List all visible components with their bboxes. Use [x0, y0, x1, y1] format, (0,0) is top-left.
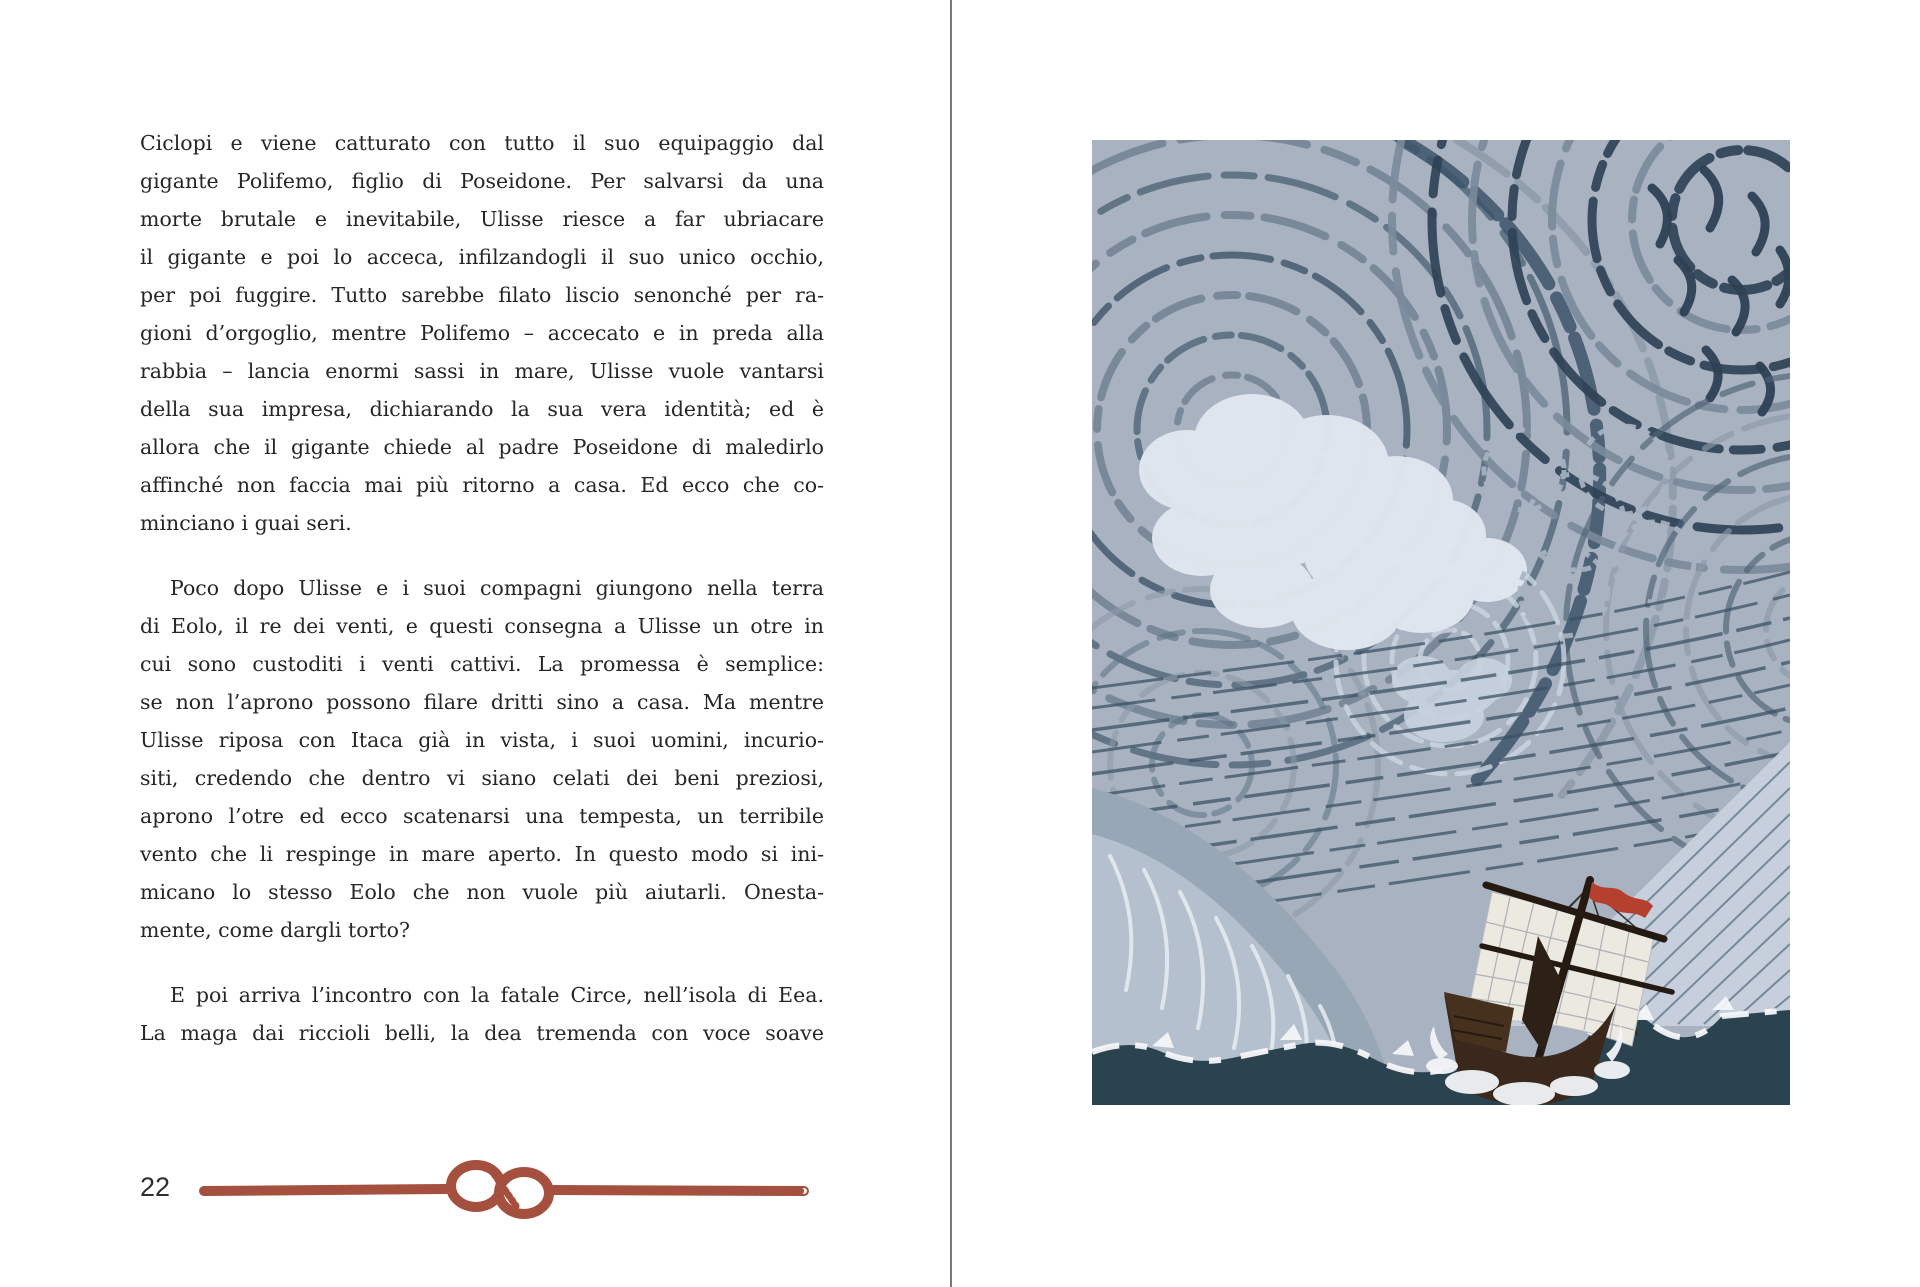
text-line: micano lo stesso Eolo che non vuole più aiutarli. Onesta- [140, 880, 824, 904]
text-line: Poco dopo Ulisse e i suoi compagni giungono nella terra [170, 576, 824, 600]
page-number: 22 [140, 1172, 171, 1202]
storm-illustration [1092, 140, 1790, 1105]
text-line: aprono l’otre ed ecco scatenarsi una tempesta, un terribile [140, 804, 824, 828]
paragraph [140, 124, 824, 542]
text-line: cui sono custoditi i venti cattivi. La promessa è semplice: [140, 652, 824, 676]
text-line: gigante Polifemo, figlio di Poseidone. Per salvarsi da una [140, 169, 824, 193]
text-line: della sua impresa, dichiarando la sua vera identità; ed è [140, 397, 824, 421]
text-line: E poi arriva l’incontro con la fatale Circe, nell’isola di Eea. [170, 983, 824, 1007]
text-line: di Eolo, il re dei venti, e questi consegna a Ulisse un otre in [140, 614, 824, 638]
text-line: vento che li respinge in mare aperto. In questo modo si ini- [140, 842, 824, 866]
text-line: allora che il gigante chiede al padre Poseidone di maledirlo [140, 435, 824, 459]
text-line: per poi fuggire. Tutto sarebbe filato liscio senonché per ra- [140, 283, 824, 307]
paragraph [140, 976, 824, 1052]
text-line: minciano i guai seri. [140, 511, 352, 535]
page-footer [140, 1160, 840, 1220]
text-block [140, 124, 824, 1079]
text-line: siti, credendo che dentro vi siano celati dei beni preziosi, [140, 766, 824, 790]
text-line: mente, come dargli torto? [140, 918, 410, 942]
page-divider [950, 0, 952, 1287]
text-line: rabbia – lancia enormi sassi in mare, Ulisse vuole vantarsi [140, 359, 824, 383]
text-line: affinché non faccia mai più ritorno a casa. Ed ecco che co- [140, 473, 824, 497]
text-line: Ulisse riposa con Itaca già in vista, i suoi uomini, incurio- [140, 728, 824, 752]
rope-knot-divider [198, 1160, 810, 1220]
paragraph [140, 569, 824, 949]
text-line: se non l’aprono possono filare dritti sino a casa. Ma mentre [140, 690, 824, 714]
text-line: gioni d’orgoglio, mentre Polifemo – accecato e in preda alla [140, 321, 824, 345]
text-line: morte brutale e inevitabile, Ulisse riesce a far ubriacare [140, 207, 824, 231]
text-line: La maga dai riccioli belli, la dea tremenda con voce soave [140, 1021, 824, 1045]
text-line: Ciclopi e viene catturato con tutto il suo equipaggio dal [140, 131, 824, 155]
text-line: il gigante e poi lo acceca, infilzandogli il suo unico occhio, [140, 245, 824, 269]
